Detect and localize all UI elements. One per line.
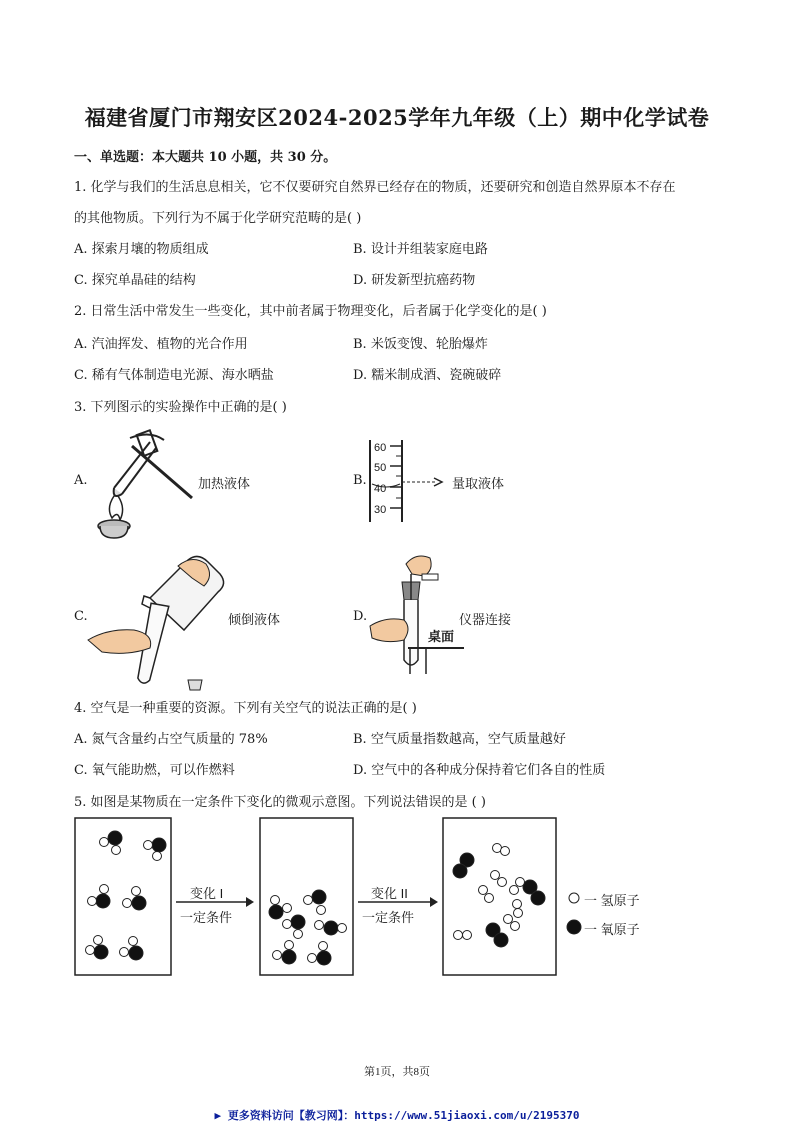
question-1-stem: 1. 化学与我们的生活息息相关，它不仅要研究自然界已经存在的物质，还要研究和创造自然界原本不存在: [74, 180, 676, 195]
q4-option-c: C. 氧气能助燃，可以作燃料: [74, 763, 235, 778]
fig-b-tick-40: 40: [374, 483, 387, 495]
fig-b-tick-60: 60: [374, 442, 387, 454]
arrow2-top-label: 变化 II: [371, 886, 408, 901]
fig-b-tick-50: 50: [374, 462, 387, 474]
fig-c-letter: C.: [74, 609, 88, 624]
q2-option-b: B. 米饭变馊、轮胎爆炸: [353, 337, 488, 352]
q1-option-d: D. 研发新型抗癌药物: [353, 273, 476, 288]
legend-oxygen-label: 一 氧原子: [584, 922, 640, 937]
q2-option-c: C. 稀有气体制造电光源、海水晒盐: [74, 368, 274, 383]
q4-option-a: A. 氮气含量约占空气质量的 78%: [74, 732, 268, 747]
q1-option-a: A. 探索月壤的物质组成: [74, 242, 209, 257]
question-1-stem-cont: 的其他物质。下列行为不属于化学研究范畴的是( ): [74, 211, 362, 226]
question-2-stem: 2. 日常生活中常发生一些变化，其中前者属于物理变化，后者属于化学变化的是( ): [74, 304, 547, 319]
footer-resource-link[interactable]: ▶ 更多资料访问【教习网】：https://www.51jiaoxi.com/u/2195370: [214, 1109, 580, 1122]
legend-hydrogen-icon: [569, 893, 579, 903]
fig-d-desk-label: 桌面: [428, 629, 455, 644]
legend-hydrogen-label: 一 氢原子: [584, 893, 640, 908]
q1-option-b: B. 设计并组装家庭电路: [353, 242, 488, 257]
question-3-stem: 3. 下列图示的实验操作中正确的是( ): [74, 400, 287, 415]
arrow1-bottom-label: 一定条件: [180, 910, 233, 925]
q4-option-b: B. 空气质量指数越高，空气质量越好: [353, 732, 566, 747]
q2-option-d: D. 糯米制成酒、瓷碗破碎: [353, 368, 502, 383]
q1-option-c: C. 探究单晶硅的结构: [74, 273, 196, 288]
fig-b-letter: B.: [353, 473, 367, 488]
fig-c-caption: 倾倒液体: [228, 613, 281, 628]
fig-a-letter: A.: [74, 473, 88, 488]
fig-b-caption: 量取液体: [452, 477, 505, 492]
page-number: 第1页，共8页: [364, 1066, 430, 1078]
legend-oxygen-icon: [567, 920, 581, 934]
q2-option-a: A. 汽油挥发、植物的光合作用: [74, 337, 248, 352]
q4-option-d: D. 空气中的各种成分保持着它们各自的性质: [353, 763, 606, 778]
section-heading: 一、单选题：本大题共 10 小题，共 30 分。: [74, 150, 337, 165]
fig-a-caption: 加热液体: [198, 477, 251, 492]
fig-d-caption: 仪器连接: [459, 613, 512, 628]
arrow1-top-label: 变化 I: [190, 886, 224, 901]
fig-d-letter: D.: [353, 609, 368, 624]
question-5-stem: 5. 如图是某物质在一定条件下变化的微观示意图。下列说法错误的是 ( ): [74, 795, 486, 810]
exam-title: 福建省厦门市翔安区2024-2025学年九年级（上）期中化学试卷: [84, 105, 710, 130]
arrow2-bottom-label: 一定条件: [362, 910, 415, 925]
question-4-stem: 4. 空气是一种重要的资源。下列有关空气的说法正确的是( ): [74, 701, 417, 716]
fig-b-tick-30: 30: [374, 504, 387, 516]
